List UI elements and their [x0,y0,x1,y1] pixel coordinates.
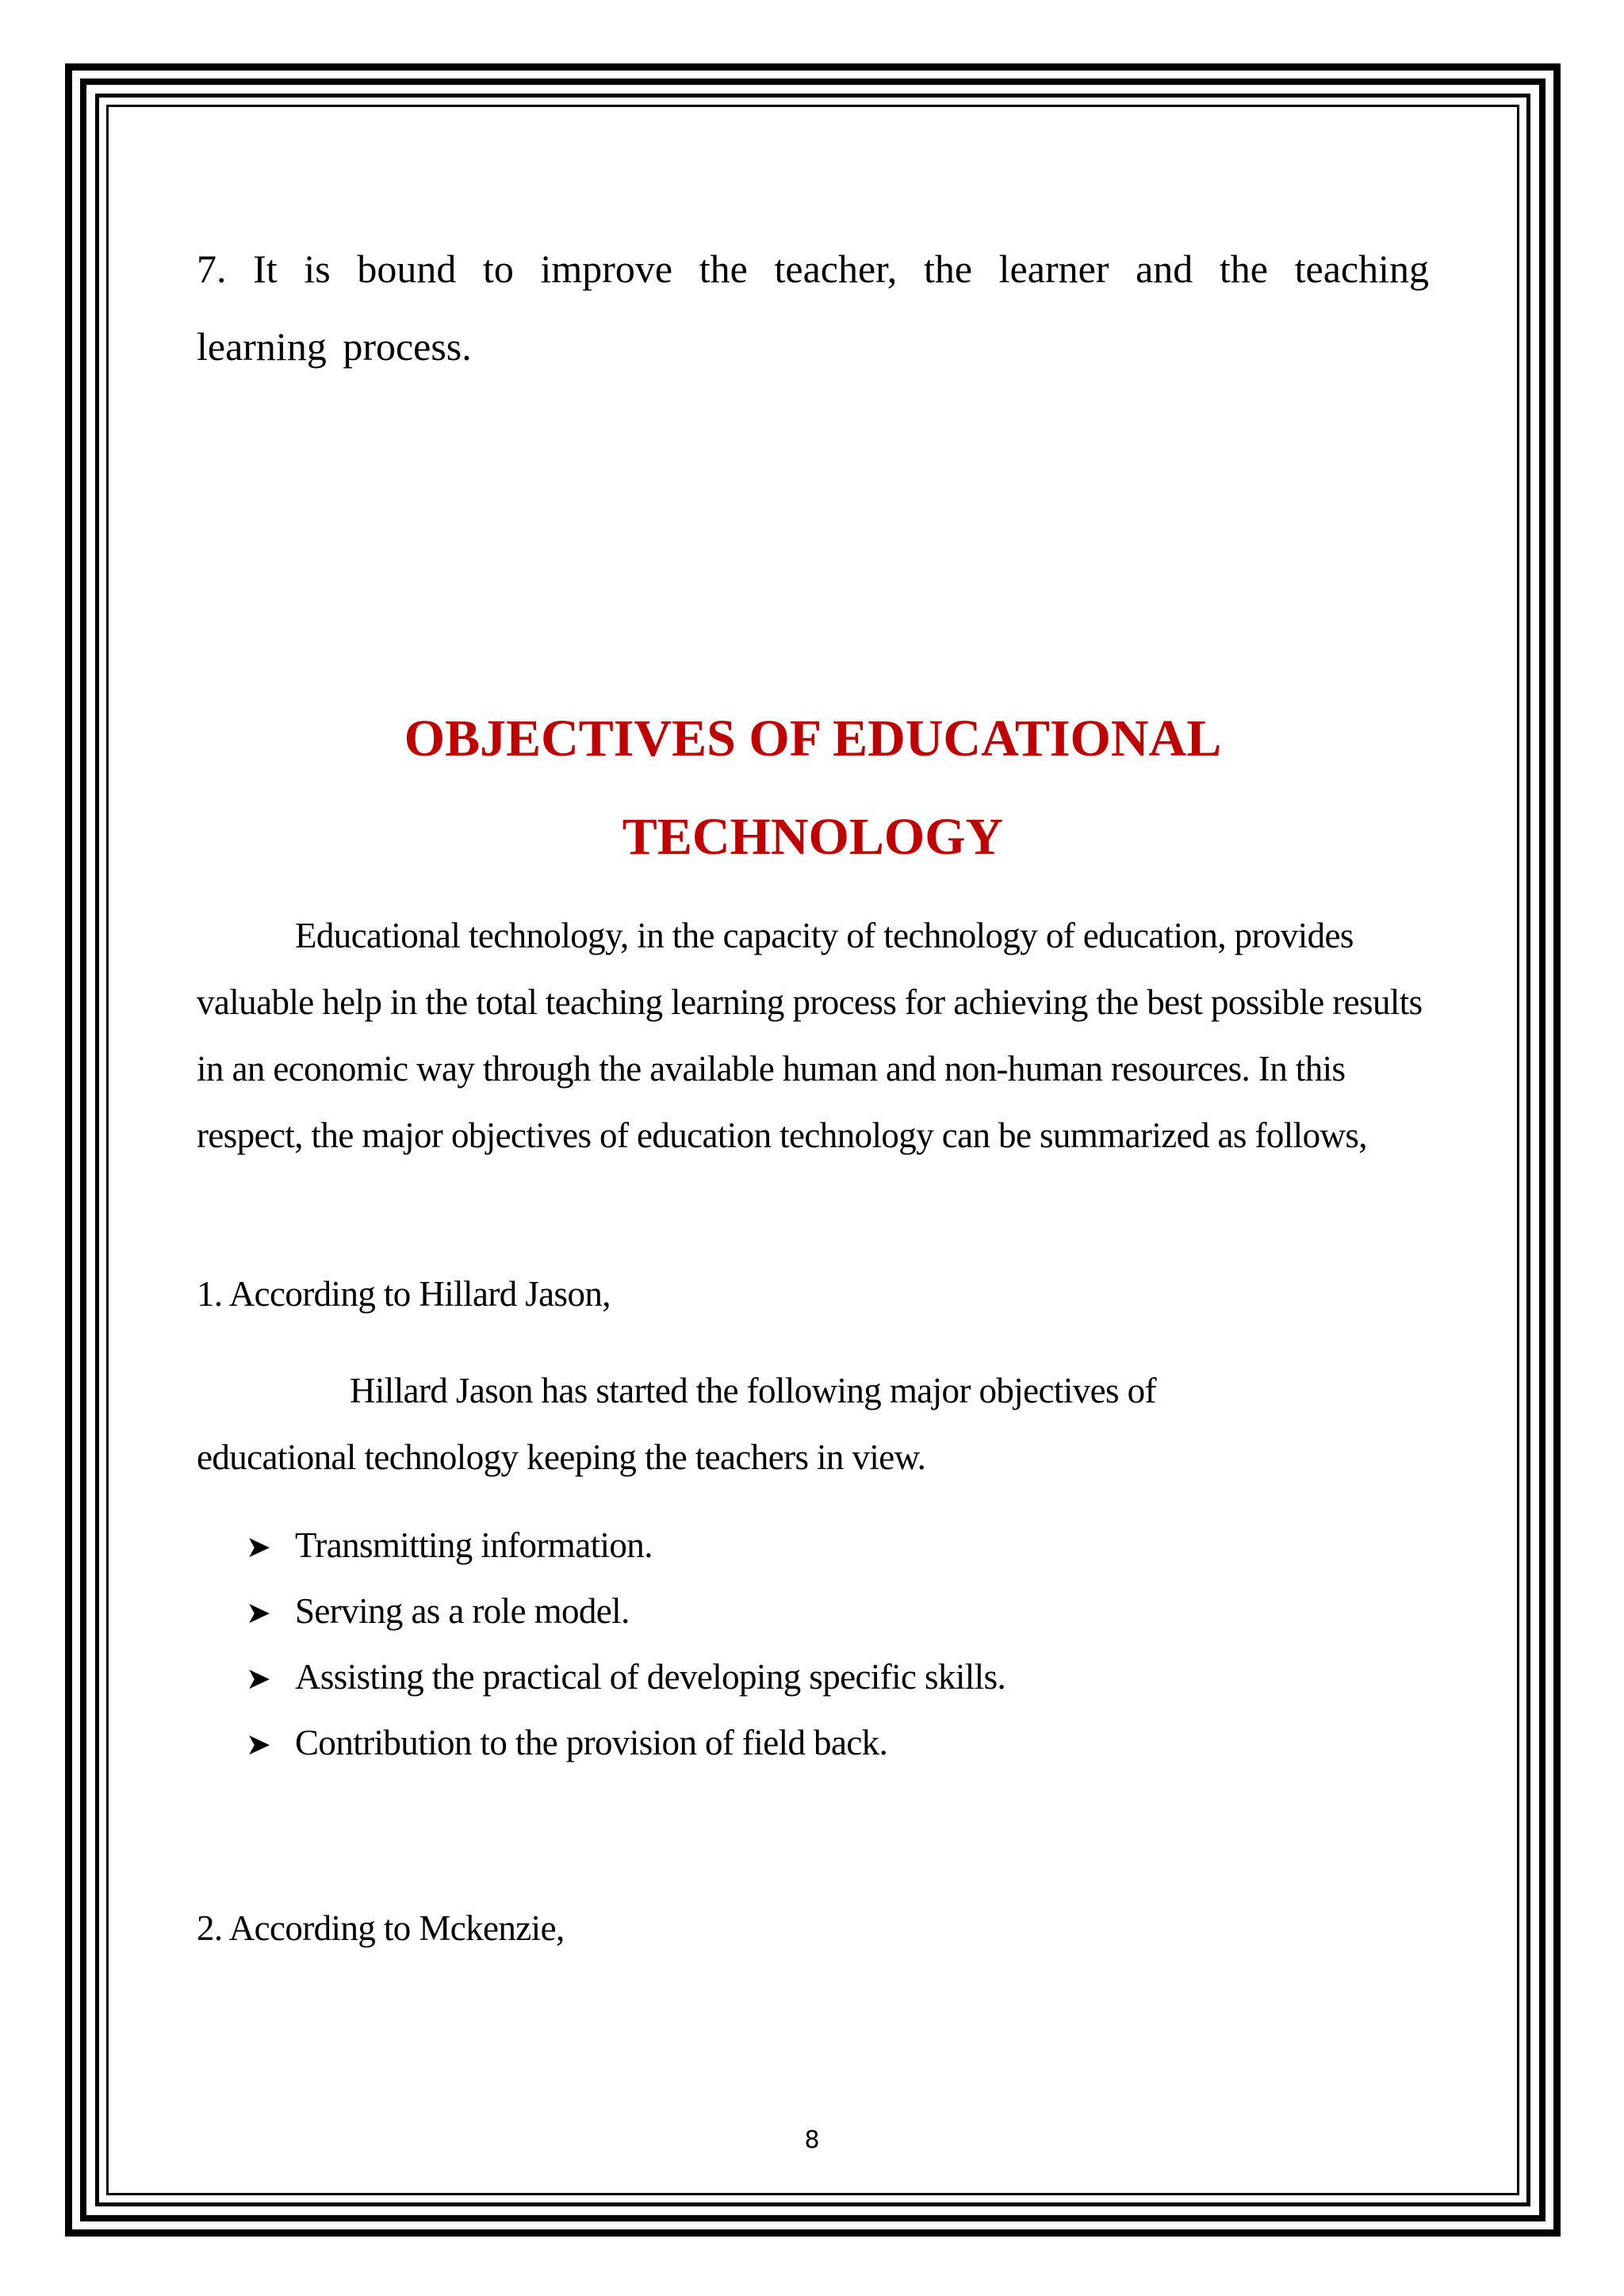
list-item [246,1516,1005,1582]
arrow-bullet-icon: ➤ [246,1661,271,1696]
section-1-paragraph [197,1357,1429,1490]
arrow-bullet-icon: ➤ [246,1529,271,1564]
list-item-7: 7. It is bound to improve the teacher, the learner and the teaching learning process. [197,247,1429,369]
list-item [246,1647,1005,1713]
section-1-paragraph-line-2: educational technology keeping the teachers in view. [197,1437,926,1477]
section-title [197,690,1429,886]
section-1-heading: 1. According to Hillard Jason, [197,1274,611,1314]
intro-paragraph: Educational technology, in the capacity of technology of education, provides valuable help in the total teaching learning process for achieving the best possible results in an economic way through the available human and non-human resources. In this respect, the major objectives of education technology can be summarized as follows, [197,916,1423,1155]
list-item-text: Contribution to the provision of field back. [295,1723,888,1762]
arrow-bullet-icon: ➤ [246,1727,271,1762]
list-item [246,1582,1005,1647]
title-line-2: TECHNOLOGY [622,808,1004,866]
title-line-1: OBJECTIVES OF EDUCATIONAL [404,710,1222,767]
list-item [246,1713,1005,1779]
section-2-heading: 2. According to Mckenzie, [197,1908,565,1948]
objectives-list [246,1516,1005,1779]
list-item-text: Transmitting information. [295,1525,653,1565]
arrow-bullet-icon: ➤ [246,1595,271,1630]
list-item-text: Assisting the practical of developing specific skills. [295,1657,1006,1697]
page-number: 8 [804,2126,820,2154]
section-1-paragraph-line-1: Hillard Jason has started the following major objectives of [350,1371,1156,1410]
list-item-text: Serving as a role model. [295,1591,630,1631]
